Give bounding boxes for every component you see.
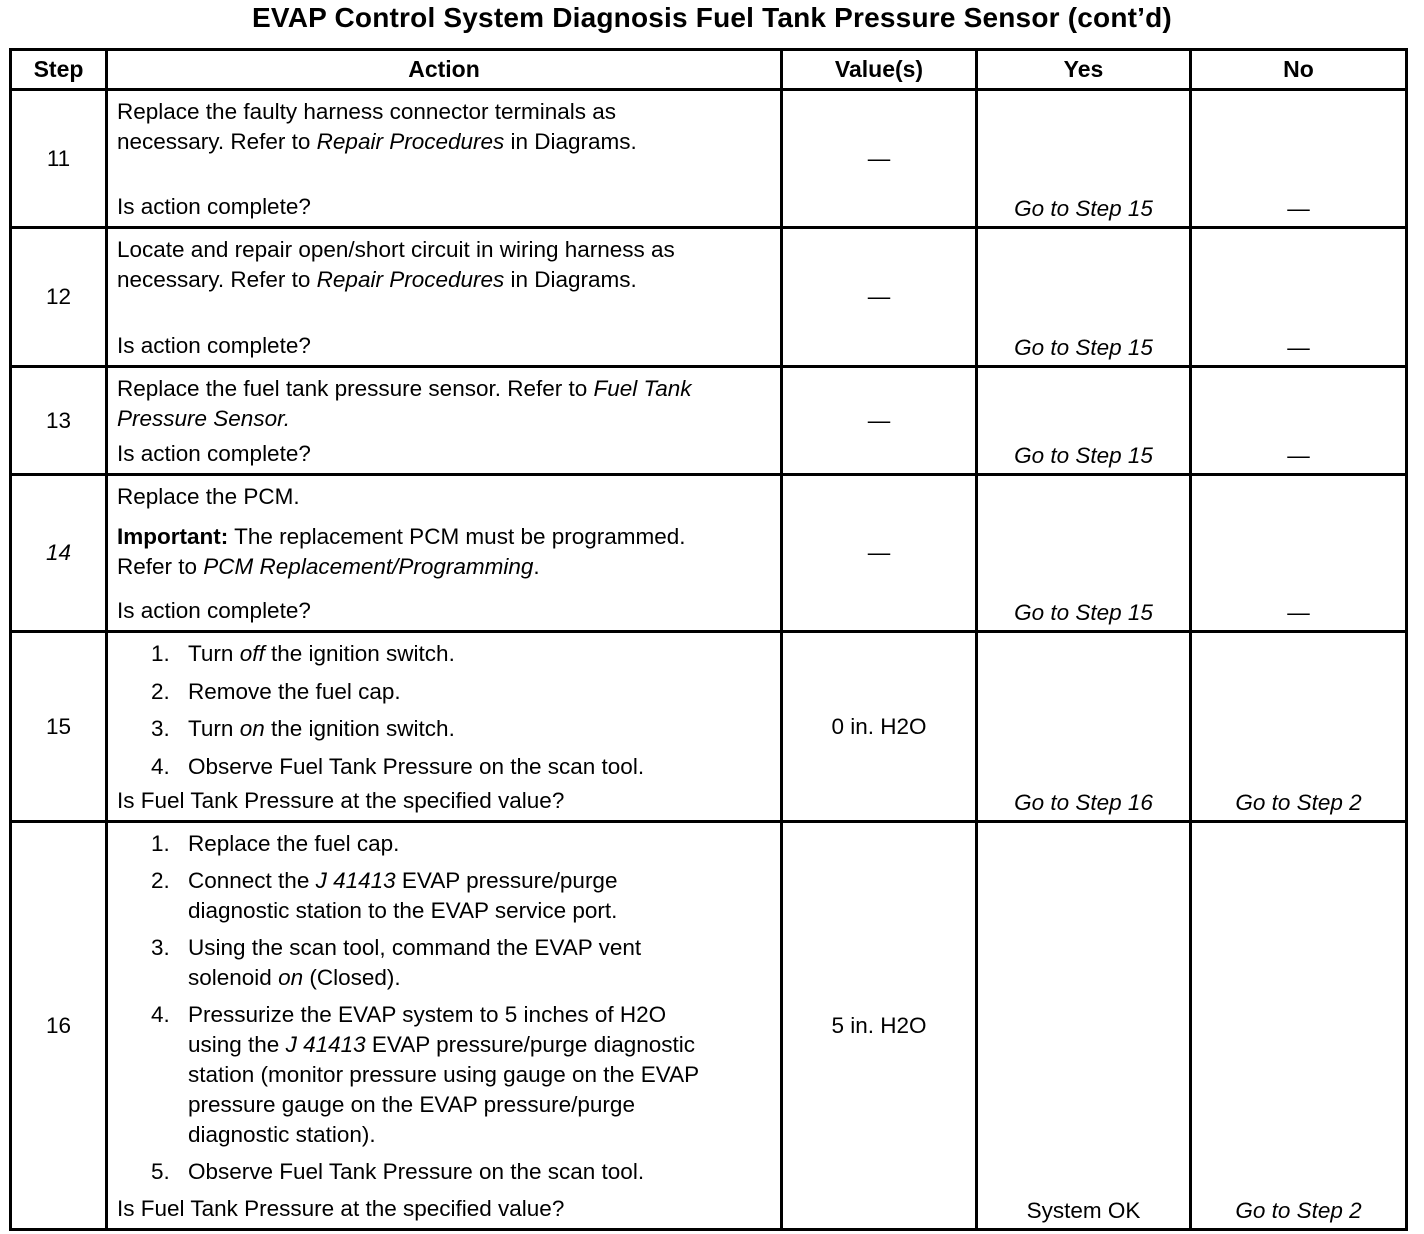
header-values: Value(s) [782,50,977,90]
action-question: Is action complete? [117,194,311,219]
action-question: Is Fuel Tank Pressure at the specified value? [117,1196,565,1221]
reference-link: PCM Replacement/Programming [203,554,534,579]
action-text: Locate and repair open/short circuit in wiring harness as necessary. Refer to Repair Procedures in Diagrams. [117,237,675,292]
step-number: 12 [11,228,107,367]
list-item: 2. Connect the J 41413 EVAP pressure/purge diagnostic station to the EVAP service port. [151,868,618,923]
header-yes: Yes [977,50,1191,90]
value-cell: — [782,90,977,228]
header-action: Action [107,50,782,90]
yes-outcome: Go to Step 16 [977,632,1191,822]
important-note: Important: The replacement PCM must be programmed. Refer to PCM Replacement/Programming. [117,524,686,579]
list-item: 3. Using the scan tool, command the EVAP vent solenoid on (Closed). [151,935,642,990]
table-header [11,50,1407,90]
value-cell: — [782,228,977,367]
action-question: Is action complete? [117,598,311,623]
value-cell: — [782,367,977,475]
action-question: Is Fuel Tank Pressure at the specified value? [117,788,565,813]
yes-outcome: Go to Step 15 [977,475,1191,632]
table-row [11,632,1407,822]
step-number: 15 [11,632,107,822]
action-question: Is action complete? [117,333,311,358]
reference-link: Repair Procedures [316,129,505,154]
yes-outcome: Go to Step 15 [977,90,1191,228]
no-outcome: — [1191,228,1407,367]
action-question: Is action complete? [117,441,311,466]
list-item: 1. Turn off the ignition switch. [151,641,455,666]
list-item: 4. Observe Fuel Tank Pressure on the scan tool. [151,753,645,779]
action-cell [107,475,782,632]
reference-link: Pressure Sensor. [117,406,290,431]
important-label: Important: [117,524,229,549]
reference-link: Fuel Tank [593,376,692,401]
step-number: 16 [11,822,107,1230]
no-outcome: — [1191,90,1407,228]
step-number: 14 [11,475,107,632]
value-cell: — [782,475,977,632]
procedure-list [117,829,772,1187]
yes-outcome: System OK [977,822,1191,1230]
action-cell [107,228,782,367]
no-outcome: — [1191,475,1407,632]
reference-link: Repair Procedures [316,267,505,292]
header-no: No [1191,50,1407,90]
procedure-list [117,639,772,782]
table-row [11,228,1407,367]
action-text: Replace the PCM. [117,484,300,509]
page-title: EVAP Control System Diagnosis Fuel Tank Pressure Sensor (cont’d) [252,2,1172,33]
action-cell [107,367,782,475]
value-cell: 0 in. H2O [782,632,977,822]
list-item: 5. Observe Fuel Tank Pressure on the scan tool. [151,1159,645,1184]
action-text: Replace the fuel tank pressure sensor. Refer to Fuel Tank Pressure Sensor. [117,376,692,431]
table-row [11,367,1407,475]
action-cell [107,90,782,228]
step-number: 13 [11,367,107,475]
table-row [11,475,1407,632]
no-outcome: Go to Step 2 [1191,822,1407,1230]
list-item: 3. Turn on the ignition switch. [151,716,455,741]
no-outcome: Go to Step 2 [1191,632,1407,822]
step-number: 11 [11,90,107,228]
value-cell: 5 in. H2O [782,822,977,1230]
list-item: 2. Remove the fuel cap. [151,678,401,704]
yes-outcome: Go to Step 15 [977,228,1191,367]
action-cell [107,822,782,1230]
action-text: Replace the faulty harness connector terminals as necessary. Refer to Repair Procedures in Diagrams. [117,99,637,154]
no-outcome: — [1191,367,1407,475]
list-item: 1. Replace the fuel cap. [151,831,400,856]
table-row [11,90,1407,228]
diagnosis-table [9,48,1408,1231]
header-step: Step [11,50,107,90]
table-row [11,822,1407,1230]
action-cell [107,632,782,822]
yes-outcome: Go to Step 15 [977,367,1191,475]
list-item: 4. Pressurize the EVAP system to 5 inches of H2O using the J 41413 EVAP pressure/purge diagnostic station (monitor pressure using gauge on the EVAP pressure gauge on the EVAP pressure/purge diagnostic station). [151,1002,700,1147]
